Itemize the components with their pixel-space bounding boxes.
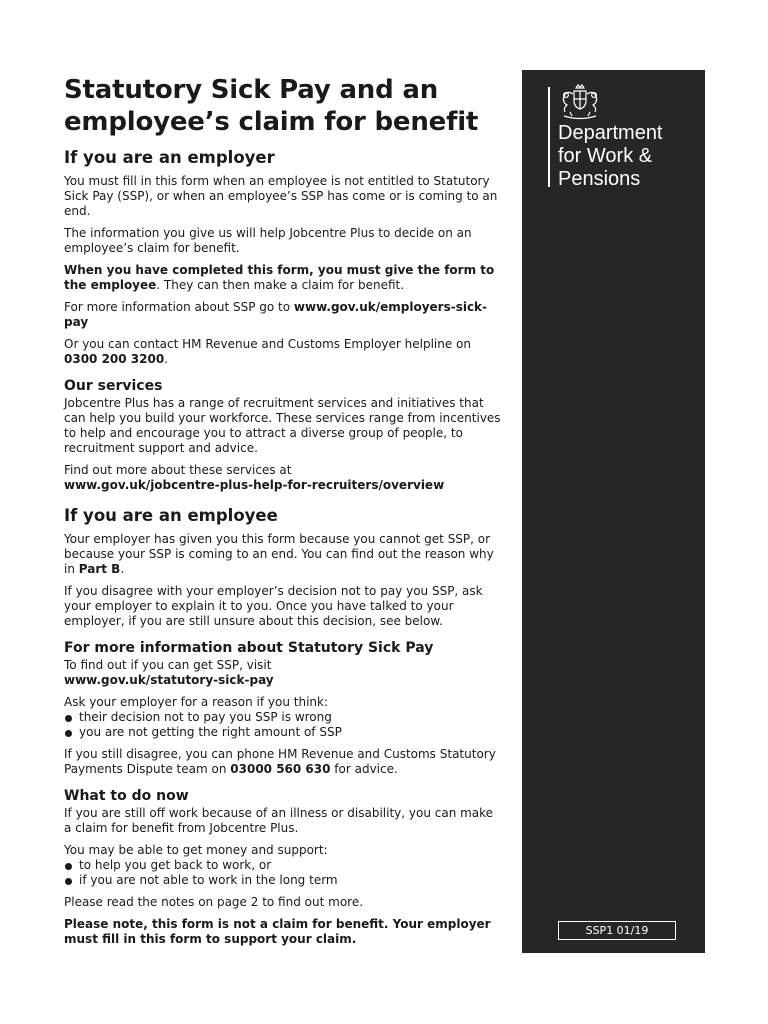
more-info-paragraph-3 — [64, 747, 504, 777]
dispute-team-number: 03000 560 630 — [230, 762, 331, 776]
main-content — [64, 74, 504, 947]
what-to-do-heading: What to do now — [64, 788, 189, 804]
employer-paragraph-5-end: . — [164, 352, 169, 366]
employer-paragraph-4-text: For more information about SSP go to — [64, 300, 294, 314]
more-info-bullet-2: you are not getting the right amount of SSP — [64, 725, 504, 740]
employee-paragraph-2: If you disagree with your employer’s decision not to pay you SSP, ask your employer to explain it to you. Once you have talked to your employer, if you are still unsure about this decision, see below. — [64, 584, 483, 628]
services-paragraph-2 — [64, 463, 504, 493]
employers-sick-pay-link[interactable]: www.gov.uk/employers-sick-pay — [64, 300, 488, 329]
employer-paragraph-5 — [64, 337, 504, 367]
department-name-line-1: Department — [558, 122, 663, 144]
more-info-heading: For more information about Statutory Sick Pay — [64, 640, 434, 656]
more-info-section — [64, 639, 504, 777]
page-title-line-1: Statutory Sick Pay and an — [64, 75, 439, 105]
employer-paragraph-4 — [64, 300, 504, 330]
page-title-line-2: employee’s claim for benefit — [64, 107, 479, 137]
services-section — [64, 377, 504, 493]
employer-heading: If you are an employer — [64, 148, 275, 167]
dwp-sidebar — [522, 70, 705, 953]
department-name-line-2: for Work & — [558, 145, 653, 167]
not-a-claim-notice: Please note, this form is not a claim for benefit. Your employer must fill in this form to support your claim. — [64, 917, 491, 946]
what-to-do-paragraph-1: If you are still off work because of an illness or disability, you can make a claim for benefit from Jobcentre Plus. — [64, 806, 494, 835]
what-to-do-bullet-1: to help you get back to work, or — [64, 858, 504, 873]
what-to-do-paragraph-3: Please read the notes on page 2 to find out more. — [64, 895, 364, 909]
more-info-paragraph-3-end: for advice. — [330, 762, 398, 776]
more-info-paragraph-1 — [64, 658, 504, 688]
employer-section — [64, 148, 504, 367]
employee-section — [64, 506, 504, 629]
services-paragraph-2-text: Find out more about these services at — [64, 463, 292, 477]
royal-coat-of-arms-icon — [558, 84, 602, 120]
department-name — [558, 122, 663, 191]
what-to-do-section — [64, 787, 504, 947]
more-info-bullet-1: their decision not to pay you SSP is wrong — [64, 710, 504, 725]
form-reference: SSP1 01/19 — [558, 921, 676, 940]
employee-paragraph-1-end: . — [120, 562, 125, 576]
more-info-list-intro: Ask your employer for a reason if you think: — [64, 695, 328, 709]
employer-paragraph-5-text: Or you can contact HM Revenue and Customs Employer helpline on — [64, 337, 471, 351]
employer-paragraph-3 — [64, 263, 504, 293]
department-name-line-3: Pensions — [558, 168, 641, 190]
more-info-paragraph-3-text: If you still disagree, you can phone HM Revenue and Customs Statutory Payments Dispute team on — [64, 747, 496, 776]
services-heading: Our services — [64, 378, 163, 394]
statutory-sick-pay-link[interactable]: www.gov.uk/statutory-sick-pay — [64, 673, 274, 687]
employee-paragraph-1-text: Your employer has given you this form because you cannot get SSP, or because your SSP is coming to an end. You can find out the reason why in — [64, 532, 494, 576]
more-info-paragraph-1-text: To find out if you can get SSP, visit — [64, 658, 272, 672]
employee-heading: If you are an employee — [64, 506, 278, 525]
part-b-reference: Part B — [78, 562, 121, 576]
logo-divider — [548, 87, 550, 187]
employer-paragraph-1: You must fill in this form when an employee is not entitled to Statutory Sick Pay (SSP), or when an employee’s SSP has come or is coming to an end. — [64, 174, 498, 218]
employer-paragraph-3-rest: . They can then make a claim for benefit. — [156, 278, 405, 292]
employer-paragraph-2: The information you give us will help Jobcentre Plus to decide on an employee’s claim for benefit. — [64, 226, 472, 255]
what-to-do-bullet-2: if you are not able to work in the long term — [64, 873, 504, 888]
recruiters-link[interactable]: www.gov.uk/jobcentre-plus-help-for-recruiters/overview — [64, 478, 445, 492]
services-paragraph-1: Jobcentre Plus has a range of recruitment services and initiatives that can help you build your workforce. These services range from incentives to help and encourage you to attract a diverse group of people, to recruitment support and advice. — [64, 396, 501, 455]
give-form-instruction: When you have completed this form, you must give the form to the employee — [64, 263, 495, 292]
what-to-do-list-intro: You may be able to get money and support: — [64, 843, 328, 857]
employer-helpline-number: 0300 200 3200 — [64, 352, 165, 366]
employee-paragraph-1 — [64, 532, 504, 577]
page-title — [64, 74, 504, 138]
